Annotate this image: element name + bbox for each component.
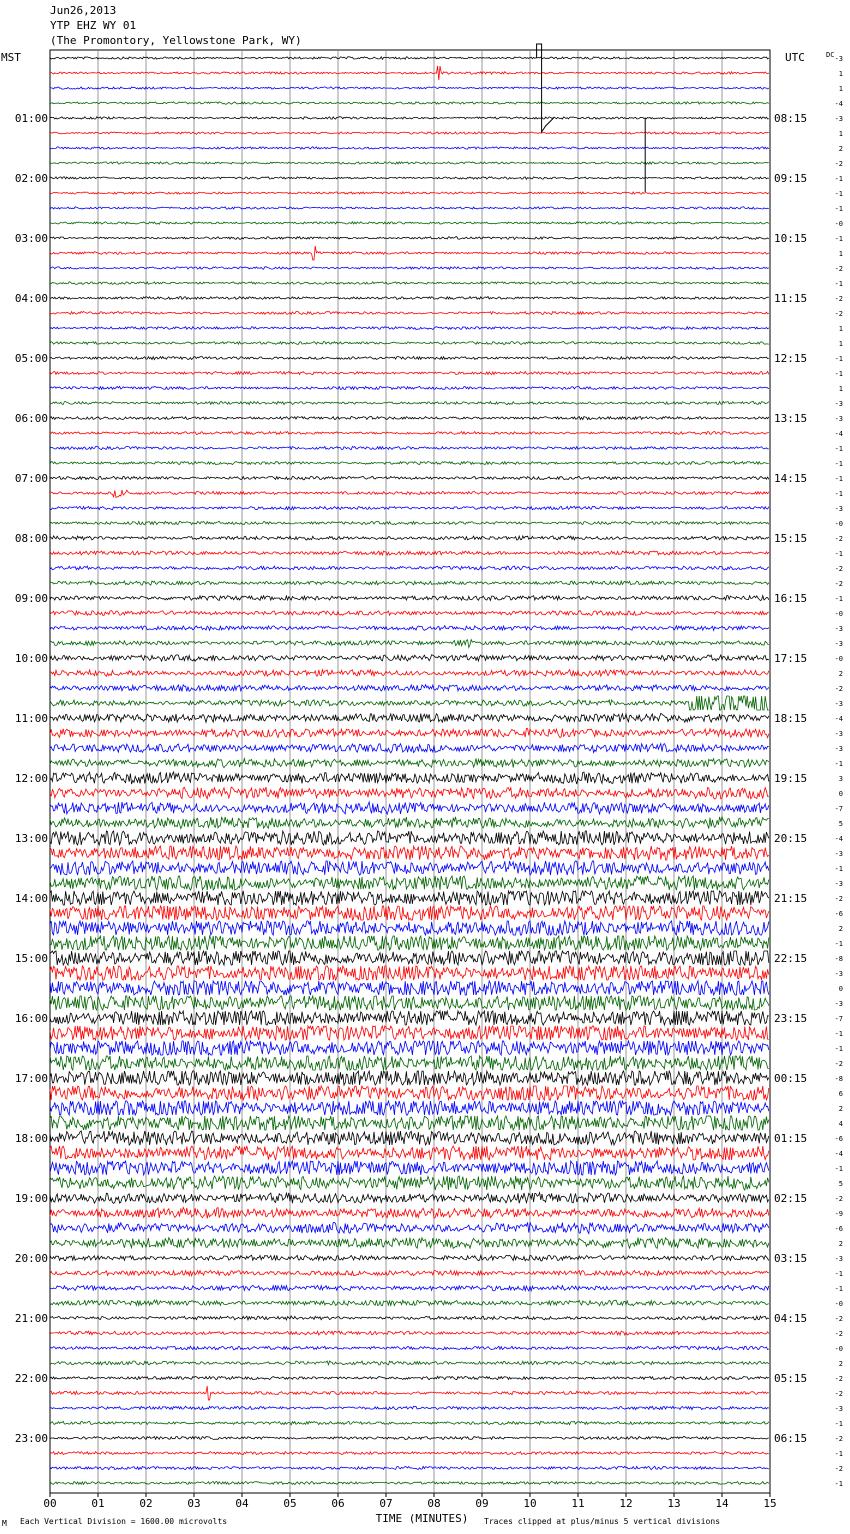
trace-row xyxy=(50,476,769,479)
scale-note: Each Vertical Division = 1600.00 microvolts xyxy=(20,1517,228,1526)
left-hour-label: 08:00 xyxy=(14,532,48,545)
left-hour-label: 19:00 xyxy=(14,1192,48,1205)
trace-row xyxy=(50,1466,769,1469)
left-hour-label: 21:00 xyxy=(14,1312,48,1325)
dc-offset-label: -6 xyxy=(834,1225,843,1233)
right-hour-label: 16:15 xyxy=(774,592,808,605)
dc-offset-label: 2 xyxy=(838,1105,843,1113)
dc-offset-label: -1 xyxy=(834,370,843,378)
trace-row xyxy=(50,297,769,300)
dc-offset-label: -0 xyxy=(834,1300,843,1308)
dc-offset-label: -0 xyxy=(834,220,843,228)
left-hour-label: 14:00 xyxy=(14,892,48,905)
trace-row xyxy=(50,237,769,240)
trace-row xyxy=(50,1452,769,1455)
dc-offset-label: -1 xyxy=(834,490,843,498)
dc-offset-label: -3 xyxy=(834,970,843,978)
trace-row xyxy=(50,246,769,260)
dc-offset-label: -4 xyxy=(834,835,843,843)
x-tick-label: 01 xyxy=(91,1497,105,1510)
trace-row xyxy=(50,1437,769,1440)
right-hour-label: 19:15 xyxy=(774,772,808,785)
dc-offset-label: 3 xyxy=(838,775,843,783)
x-tick-label: 14 xyxy=(715,1497,729,1510)
trace-row xyxy=(50,1222,769,1233)
left-hour-label: 20:00 xyxy=(14,1252,48,1265)
dc-offset-label: -2 xyxy=(834,1060,843,1068)
trace-row xyxy=(50,327,769,330)
dc-offset-label: 2 xyxy=(838,1360,843,1368)
trace-row xyxy=(50,102,769,104)
left-hour-label: 10:00 xyxy=(14,652,48,665)
trace-row xyxy=(50,446,769,449)
right-hour-label: 20:15 xyxy=(774,832,808,845)
trace-row xyxy=(50,891,769,905)
right-hour-label: 18:15 xyxy=(774,712,808,725)
dc-offset-label: -1 xyxy=(834,550,843,558)
trace-row xyxy=(50,1238,769,1249)
trace-row xyxy=(50,936,769,950)
x-tick-label: 03 xyxy=(187,1497,201,1510)
right-hour-label: 13:15 xyxy=(774,412,808,425)
trace-row xyxy=(50,1146,769,1160)
dc-offset-label: -2 xyxy=(834,580,843,588)
trace-row xyxy=(50,772,769,784)
trace-row xyxy=(50,222,769,224)
right-hour-label: 17:15 xyxy=(774,652,808,665)
trace-row xyxy=(50,1376,769,1379)
dc-offset-label: -2 xyxy=(834,1375,843,1383)
trace-row xyxy=(50,566,769,570)
dc-offset-label: -4 xyxy=(834,715,843,723)
trace-row xyxy=(50,787,769,799)
dc-offset-label: 2 xyxy=(838,670,843,678)
trace-row xyxy=(50,713,769,722)
dc-offset-label: -3 xyxy=(834,625,843,633)
dc-offset-label: -1 xyxy=(834,1045,843,1053)
right-timezone-label: UTC xyxy=(785,51,805,64)
trace-row xyxy=(50,192,769,194)
dc-offset-label: -3 xyxy=(834,1255,843,1263)
x-tick-label: 15 xyxy=(763,1497,777,1510)
dc-offset-label: -9 xyxy=(834,1210,843,1218)
dc-offset-label: -2 xyxy=(834,895,843,903)
left-hour-label: 13:00 xyxy=(14,832,48,845)
dc-offset-label: -3 xyxy=(834,745,843,753)
dc-offset-label: -0 xyxy=(834,655,843,663)
dc-offset-label: -4 xyxy=(834,100,843,108)
trace-row xyxy=(50,696,769,710)
dc-offset-label: -1 xyxy=(834,1450,843,1458)
dc-offset-label: 2 xyxy=(838,1240,843,1248)
dc-offset-label: -1 xyxy=(834,475,843,483)
trace-row xyxy=(50,966,769,980)
trace-row xyxy=(50,1026,769,1040)
dc-offset-label: 1 xyxy=(838,325,843,333)
dc-offset-label: -2 xyxy=(834,535,843,543)
trace-row xyxy=(50,312,769,315)
dc-offset-label: 1 xyxy=(838,70,843,78)
dc-offset-label: -6 xyxy=(834,1135,843,1143)
dc-offset-label: -1 xyxy=(834,190,843,198)
right-hour-label: 02:15 xyxy=(774,1192,808,1205)
dc-offset-label: -3 xyxy=(834,115,843,123)
x-tick-label: 07 xyxy=(379,1497,393,1510)
x-tick-label: 06 xyxy=(331,1497,345,1510)
right-hour-label: 08:15 xyxy=(774,112,808,125)
dc-offset-label: 4 xyxy=(838,1120,843,1128)
trace-row xyxy=(50,147,769,150)
dc-offset-label: -2 xyxy=(834,160,843,168)
left-hour-label: 03:00 xyxy=(14,232,48,245)
station-location: (The Promontory, Yellowstone Park, WY) xyxy=(50,34,302,47)
x-tick-label: 12 xyxy=(619,1497,633,1510)
right-hour-label: 10:15 xyxy=(774,232,808,245)
dc-offset-label: -7 xyxy=(834,805,843,813)
right-hour-label: 23:15 xyxy=(774,1012,808,1025)
dc-offset-label: -2 xyxy=(834,265,843,273)
trace-row xyxy=(50,162,769,164)
trace-row xyxy=(50,626,769,631)
trace-row xyxy=(50,432,769,435)
left-hour-label: 23:00 xyxy=(14,1432,48,1445)
trace-row xyxy=(50,1101,769,1115)
trace-row xyxy=(50,996,769,1010)
trace-row xyxy=(50,117,769,119)
dc-offset-label: -1 xyxy=(834,1420,843,1428)
trace-row xyxy=(50,1056,769,1070)
trace-row xyxy=(50,802,769,814)
dc-offset-label: 2 xyxy=(838,925,843,933)
trace-row xyxy=(50,1386,769,1400)
trace-row xyxy=(50,1011,769,1025)
dc-offset-label: 1 xyxy=(838,130,843,138)
dc-offset-label: -3 xyxy=(834,1000,843,1008)
trace-row xyxy=(50,1161,769,1175)
dc-offset-label: 2 xyxy=(838,145,843,153)
dc-offset-label: -0 xyxy=(834,1345,843,1353)
right-hour-label: 01:15 xyxy=(774,1132,808,1145)
dc-offset-label: -1 xyxy=(834,1270,843,1278)
x-tick-label: 02 xyxy=(139,1497,153,1510)
trace-row xyxy=(50,655,769,662)
left-hour-label: 01:00 xyxy=(14,112,48,125)
left-hour-label: 06:00 xyxy=(14,412,48,425)
left-hour-label: 12:00 xyxy=(14,772,48,785)
dc-offset-label: -3 xyxy=(834,55,843,63)
dc-offset-label: -1 xyxy=(834,1030,843,1038)
trace-row xyxy=(50,1071,769,1085)
trace-row xyxy=(50,685,769,692)
trace-row xyxy=(50,1086,769,1100)
left-hour-label: 05:00 xyxy=(14,352,48,365)
trace-row xyxy=(50,1207,769,1218)
trace-row xyxy=(50,611,769,616)
dc-offset-label: -3 xyxy=(834,850,843,858)
trace-row xyxy=(50,581,769,585)
trace-row xyxy=(50,1406,769,1409)
right-hour-label: 21:15 xyxy=(774,892,808,905)
dc-offset-label: -1 xyxy=(834,175,843,183)
dc-offset-label: -8 xyxy=(834,1075,843,1083)
dc-offset-label: -4 xyxy=(834,1150,843,1158)
trace-row xyxy=(50,728,769,737)
left-hour-label: 11:00 xyxy=(14,712,48,725)
x-tick-label: 09 xyxy=(475,1497,489,1510)
trace-row xyxy=(50,831,769,845)
trace-row xyxy=(50,506,769,509)
dc-offset-label: -8 xyxy=(834,955,843,963)
left-timezone-label: MST xyxy=(1,51,21,64)
left-hour-label: 18:00 xyxy=(14,1132,48,1145)
trace-row xyxy=(50,521,769,524)
trace-row xyxy=(50,386,769,389)
dc-header: DC xyxy=(826,51,835,59)
dc-offset-label: -0 xyxy=(834,610,843,618)
trace-row xyxy=(50,906,769,920)
right-hour-label: 03:15 xyxy=(774,1252,808,1265)
x-tick-label: 00 xyxy=(43,1497,57,1510)
dc-offset-label: -2 xyxy=(834,1390,843,1398)
trace-row xyxy=(50,1176,769,1190)
dc-offset-label: -7 xyxy=(834,1015,843,1023)
trace-row xyxy=(50,177,769,179)
dc-offset-label: 0 xyxy=(838,985,843,993)
trace-row xyxy=(50,1331,769,1335)
right-hour-label: 04:15 xyxy=(774,1312,808,1325)
clip-note: Traces clipped at plus/minus 5 vertical divisions xyxy=(484,1517,721,1526)
trace-row xyxy=(50,1482,769,1485)
dc-offset-label: -3 xyxy=(834,505,843,513)
trace-row xyxy=(50,551,769,555)
left-hour-label: 02:00 xyxy=(14,172,48,185)
trace-row xyxy=(50,417,769,420)
right-hour-label: 06:15 xyxy=(774,1432,808,1445)
dc-offset-label: -3 xyxy=(834,700,843,708)
x-axis-label: TIME (MINUTES) xyxy=(375,1512,469,1525)
trace-row xyxy=(50,267,769,270)
dc-offset-label: -3 xyxy=(834,880,843,888)
dc-offset-label: -1 xyxy=(834,940,843,948)
right-hour-label: 05:15 xyxy=(774,1372,808,1385)
trace-row xyxy=(50,401,769,404)
dc-offset-label: -3 xyxy=(834,640,843,648)
trace-row xyxy=(50,1270,769,1275)
corner-mark: M xyxy=(2,1519,7,1528)
trace-row xyxy=(50,744,769,753)
trace-row xyxy=(50,981,769,995)
dc-offset-label: 5 xyxy=(838,1180,843,1188)
dc-offset-label: -2 xyxy=(834,1435,843,1443)
dc-offset-label: -1 xyxy=(834,280,843,288)
dc-offset-label: 5 xyxy=(838,820,843,828)
dc-offset-label: 1 xyxy=(838,85,843,93)
left-hour-label: 04:00 xyxy=(14,292,48,305)
trace-row xyxy=(50,846,769,860)
x-tick-label: 05 xyxy=(283,1497,297,1510)
trace-row xyxy=(50,951,769,965)
trace-row xyxy=(50,490,769,497)
trace-row xyxy=(50,640,769,648)
trace-row xyxy=(50,132,769,135)
dc-offset-label: -1 xyxy=(834,445,843,453)
trace-row xyxy=(50,207,769,210)
trace-row xyxy=(50,1316,769,1320)
trace-row xyxy=(50,759,769,768)
trace-row xyxy=(50,876,769,890)
trace-row xyxy=(50,861,769,875)
trace-row xyxy=(50,1346,769,1350)
trace-row xyxy=(50,670,769,677)
dc-offset-label: -3 xyxy=(834,400,843,408)
dc-offset-label: 1 xyxy=(838,340,843,348)
left-hour-label: 16:00 xyxy=(14,1012,48,1025)
dc-offset-label: -1 xyxy=(834,1480,843,1488)
x-tick-label: 13 xyxy=(667,1497,681,1510)
trace-row xyxy=(50,282,769,285)
dc-offset-label: -3 xyxy=(834,1405,843,1413)
trace-row xyxy=(50,57,769,60)
dc-offset-label: 0 xyxy=(838,790,843,798)
dc-offset-label: -6 xyxy=(834,910,843,918)
dc-offset-label: -2 xyxy=(834,565,843,573)
trace-row xyxy=(50,1361,769,1365)
trace-row xyxy=(50,1193,769,1204)
dc-offset-label: -1 xyxy=(834,460,843,468)
x-tick-label: 10 xyxy=(523,1497,537,1510)
dc-offset-label: -4 xyxy=(834,430,843,438)
trace-row xyxy=(50,87,769,89)
dc-offset-label: -2 xyxy=(834,685,843,693)
dc-offset-label: -1 xyxy=(834,355,843,363)
dc-offset-label: -1 xyxy=(834,205,843,213)
dc-offset-label: -2 xyxy=(834,1315,843,1323)
dc-offset-label: -1 xyxy=(834,1165,843,1173)
x-tick-label: 08 xyxy=(427,1497,441,1510)
x-tick-label: 11 xyxy=(571,1497,585,1510)
station-code: YTP EHZ WY 01 xyxy=(50,19,137,32)
right-hour-label: 09:15 xyxy=(774,172,808,185)
right-hour-label: 11:15 xyxy=(774,292,808,305)
dc-offset-label: -2 xyxy=(834,310,843,318)
right-hour-label: 00:15 xyxy=(774,1072,808,1085)
trace-row xyxy=(50,921,769,935)
trace-row xyxy=(50,1255,769,1261)
dc-offset-label: 1 xyxy=(838,385,843,393)
trace-row xyxy=(50,1116,769,1130)
right-hour-label: 15:15 xyxy=(774,532,808,545)
trace-row xyxy=(50,1041,769,1055)
dc-offset-label: -1 xyxy=(834,235,843,243)
plot-date: Jun26,2013 xyxy=(50,4,117,17)
left-hour-label: 15:00 xyxy=(14,952,48,965)
dc-offset-label: -1 xyxy=(834,865,843,873)
trace-row xyxy=(50,1131,769,1145)
dc-offset-label: -2 xyxy=(834,1465,843,1473)
trace-row xyxy=(50,66,769,80)
dc-offset-label: -3 xyxy=(834,415,843,423)
trace-row xyxy=(50,462,769,465)
dc-offset-label: 6 xyxy=(838,1090,843,1098)
trace-row xyxy=(50,342,769,345)
dc-offset-label: -1 xyxy=(834,760,843,768)
dc-offset-label: -1 xyxy=(834,595,843,603)
trace-row xyxy=(50,371,769,374)
trace-row xyxy=(50,536,769,540)
dc-offset-label: -2 xyxy=(834,295,843,303)
trace-row xyxy=(50,1300,769,1306)
trace-row xyxy=(50,817,769,829)
dc-offset-label: -1 xyxy=(834,1285,843,1293)
dc-offset-label: -0 xyxy=(834,520,843,528)
right-hour-label: 12:15 xyxy=(774,352,808,365)
dc-offset-label: 1 xyxy=(838,250,843,258)
right-hour-label: 14:15 xyxy=(774,472,808,485)
trace-row xyxy=(50,357,769,360)
dc-offset-label: -3 xyxy=(834,730,843,738)
trace-row xyxy=(50,596,769,601)
trace-row xyxy=(50,1421,769,1425)
right-hour-label: 22:15 xyxy=(774,952,808,965)
x-tick-label: 04 xyxy=(235,1497,249,1510)
dc-offset-label: -2 xyxy=(834,1195,843,1203)
left-hour-label: 07:00 xyxy=(14,472,48,485)
trace-row xyxy=(50,1285,769,1291)
left-hour-label: 22:00 xyxy=(14,1372,48,1385)
left-hour-label: 09:00 xyxy=(14,592,48,605)
left-hour-label: 17:00 xyxy=(14,1072,48,1085)
dc-offset-label: -2 xyxy=(834,1330,843,1338)
